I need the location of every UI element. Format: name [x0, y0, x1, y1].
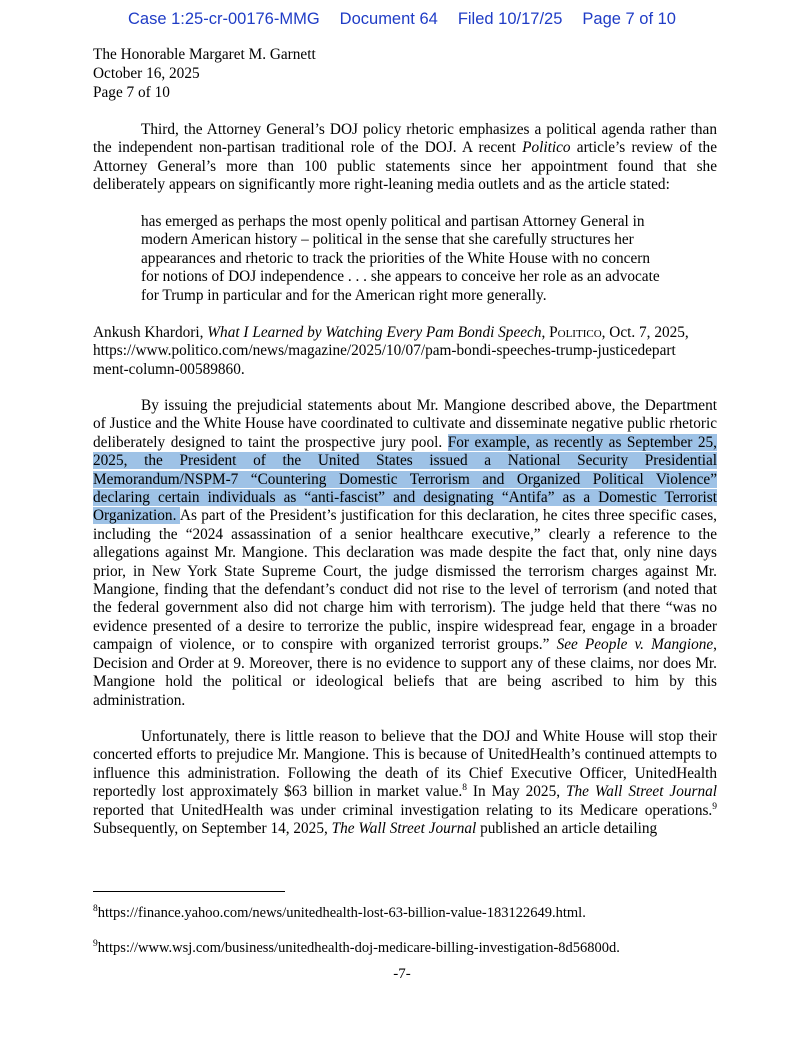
letter-header	[93, 45, 316, 102]
footnote-url[interactable]: https://www.wsj.com/business/unitedhealth-doj-medicare-billing-investigation-8d56800d.	[97, 940, 620, 956]
footnote-url[interactable]: https://finance.yahoo.com/news/unitedhealth-lost-63-billion-value-183122649.html.	[97, 905, 586, 921]
paragraph-3	[93, 728, 717, 838]
letter-page: Page 7 of 10	[93, 84, 170, 101]
paragraph-2-text-b: As part of the President’s justification for this declaration, he cites three specific cases, including the “2024 assassination of a senior healthcare executive,” clearly a reference to the allegations against Mr. Mangione. This declaration was made despite the fact that, only nine days prior, in New York State Supreme Court, the judge dismissed the terrorism charges against Mr. Mangione, finding that the defendant’s conduct did not rise to the level of terrorism (and noted that the federal government also did not charge him with terrorism). The judge held that there “was no evidence presented of a desire to terrorize the public, inspire widespread fear, engage in a broader campaign of violence, or to conspire with organized terrorist groups.”	[93, 507, 717, 654]
paragraph-3-text-d: reported that UnitedHealth was under criminal investigation relating to its Medicare operations.	[93, 801, 713, 819]
citation-separator: ,	[541, 324, 550, 341]
letter-date: October 16, 2025	[93, 65, 200, 82]
footnote-9	[93, 939, 733, 957]
filed-date: Filed 10/17/25	[457, 10, 563, 28]
quote-line: appearances and rhetoric to track the priorities of the White House with no concern	[141, 249, 650, 267]
paragraph-1-text-a: Third, the Attorney General’s DOJ policy rhetoric emphasizes a political agenda rather than the independent non-partisan traditional role of the DOJ. A recent	[93, 121, 717, 157]
paragraph-2-text-a: By issuing the prejudicial statements about Mr. Mangione described above, the Department of Justice and the White House have coordinated to cultivate and disseminate negative public rhetoric deliberately designed to taint the prospective jury pool.	[93, 397, 717, 451]
citation-url-continued: ment-column-00589860.	[93, 360, 245, 378]
footnote-8	[93, 904, 733, 922]
citation-author: Ankush Khardori,	[93, 324, 208, 341]
filing-page-count: Page 7 of 10	[582, 10, 676, 28]
footnote-number: 9	[93, 939, 98, 950]
quote-line: has emerged as perhaps the most openly political and partisan Attorney General in	[141, 213, 645, 230]
citation-title: What I Learned by Watching Every Pam Bondi Speech	[207, 324, 542, 341]
wsj-italic: The Wall Street Journal	[331, 820, 477, 838]
recipient: The Honorable Margaret M. Garnett	[93, 46, 316, 63]
quote-line: modern American history – political in the sense that she carefully structures her	[141, 231, 634, 249]
citation	[93, 324, 717, 379]
politico-italic: Politico	[522, 139, 571, 157]
paragraph-3-text-b: In May 2025,	[466, 783, 566, 801]
quote-line: for Trump in particular and for the American right more generally.	[141, 286, 547, 304]
paragraph-1-text-c: article’s review of the Attorney General’s more than 100 public statements since her appointment found that she deliberately appears on significantly more right-leaning media outlets and as the article stated:	[93, 139, 717, 194]
document-number: Document 64	[339, 10, 438, 28]
paragraph-3-text-a: Unfortunately, there is little reason to believe that the DOJ and White House will stop their concerted efforts to prejudice Mr. Mangione. This is because of UnitedHealth’s continued attempts to influence this administration. Following the death of its Chief Executive Officer, UnitedHealth reportedly lost approximately $63 billion in market value.	[93, 728, 717, 801]
paragraph-2-text-d: , Decision and Order at 9. Moreover, there is no evidence to support any of these claims, nor does Mr. Mangione hold the political or ideological beliefs that are being ascribed to him by this administration.	[93, 636, 717, 709]
block-quote	[141, 213, 671, 305]
case-citation-italic: See People v. Mangione	[556, 636, 714, 654]
paragraph-3-text-e: Subsequently, on September 14, 2025,	[93, 820, 332, 838]
paragraph-1	[93, 121, 717, 195]
footnote-ref-8[interactable]: 8	[462, 783, 467, 794]
case-number: Case 1:25-cr-00176-MMG	[128, 10, 320, 28]
footnote-ref-9[interactable]: 9	[712, 801, 717, 812]
citation-source: Politico	[549, 324, 602, 341]
quote-line: for notions of DOJ independence . . . she appears to conceive her role as an advocate	[141, 268, 660, 286]
paragraph-2	[93, 397, 717, 710]
wsj-italic: The Wall Street Journal	[566, 783, 717, 801]
citation-url: https://www.politico.com/news/magazine/2025/10/07/pam-bondi-speeches-trump-justicedepart	[93, 342, 676, 360]
filing-header	[0, 10, 804, 29]
highlighted-text: For example, as recently as September 25, 2025, the President of the United States issued a National Security Presidential Memorandum/NSPM-7 “Countering Domestic Terrorism and Organized Political Violence” declaring certain individuals as “anti-fascist” and designating “Antifa” as a Domestic Terrorist Organization.	[93, 433, 717, 525]
footnote-number: 8	[93, 904, 98, 915]
citation-date: , Oct. 7, 2025,	[601, 324, 689, 341]
paragraph-3-text-g: published an article detailing	[476, 820, 658, 838]
footnote-divider	[93, 891, 285, 892]
page-number: -7-	[393, 966, 411, 982]
